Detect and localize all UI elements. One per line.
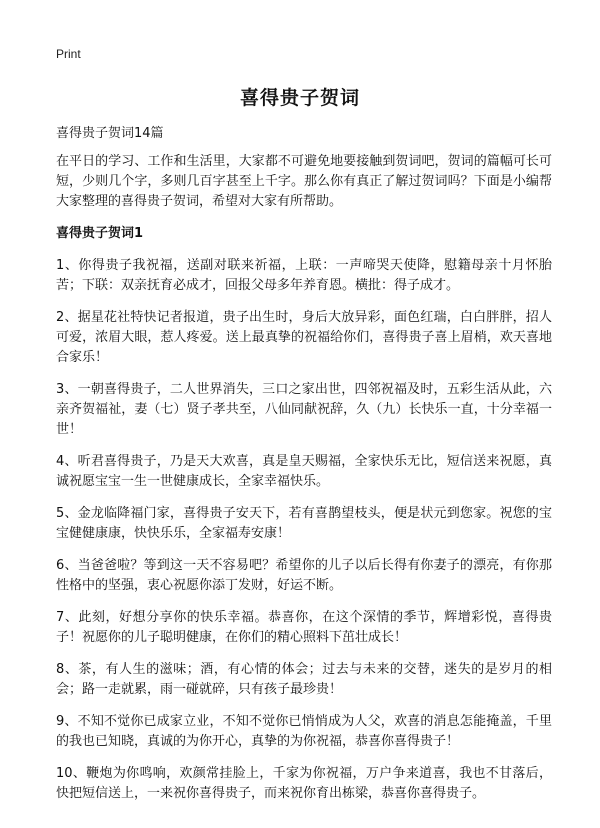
greeting-item: 8、茶，有人生的滋味；酒，有心情的体会；过去与未来的交替，迷失的是岁月的相会；路一走就累，雨一碰就碎，只有孩子最珍贵！	[56, 662, 552, 697]
intro-paragraph: 在平日的学习、工作和生活里，大家都不可避免地要接触到贺词吧，贺词的篇幅可长可短，少则几个字，多则几百字甚至上千字。那么你有真正了解过贺词吗？下面是小编帮大家整理的喜得贵子贺词，希望对大家有所帮助。	[56, 154, 552, 209]
greeting-item: 7、此刻，好想分享你的快乐幸福。恭喜你，在这个深情的季节，辉增彩悦，喜得贵子！祝愿你的儿子聪明健康，在你们的精心照料下茁壮成长！	[56, 610, 552, 645]
greeting-item: 2、据星花社特快记者报道，贵子出生时，身后大放异彩，面色红瑞，白白胖胖，招人可爱，浓眉大眼，惹人疼爱。送上最真挚的祝福给你们，喜得贵子喜上眉梢，欢天喜地合家乐！	[56, 310, 552, 365]
greeting-item: 6、当爸爸啦？等到这一天不容易吧？希望你的儿子以后长得有你妻子的漂亮，有你那性格中的坚强，衷心祝愿你添丁发财，好运不断。	[56, 558, 552, 593]
document-subtitle: 喜得贵子贺词14篇	[56, 126, 164, 141]
greeting-item: 10、鞭炮为你鸣响，欢颜常挂脸上，千家为你祝福，万户争来道喜，我也不甘落后，快把短信送上，一来祝你喜得贵子，而来祝你育出栋梁，恭喜你喜得贵子。	[56, 766, 552, 801]
greeting-item: 3、一朝喜得贵子，二人世界消失，三口之家出世，四邻祝福及时，五彩生活从此，六亲齐贺福祉，妻（七）贤子孝共至，八仙同献祝辞，久（九）长快乐一直，十分幸福一世！	[56, 382, 552, 437]
section-heading: 喜得贵子贺词1	[56, 226, 144, 241]
page-title: 喜得贵子贺词	[239, 87, 360, 109]
greeting-item: 4、听君喜得贵子，乃是天大欢喜，真是皇天赐福，全家快乐无比，短信送来祝愿，真诚祝愿宝宝一生一世健康成长，全家幸福快乐。	[56, 454, 552, 489]
print-link[interactable]: Print	[56, 47, 81, 61]
greeting-item: 1、你得贵子我祝福，送副对联来祈福，上联：一声啼哭天使降，慰籍母亲十月怀胎苦；下联：双亲抚育必成才，回报父母多年养育恩。横批：得子成才。	[56, 258, 552, 293]
greeting-item: 9、不知不觉你已成家立业，不知不觉你已悄悄成为人父，欢喜的消息怎能掩盖，千里的我也已知晓，真诚的为你开心，真挚的为你祝福，恭喜你喜得贵子！	[56, 714, 552, 749]
document-body	[56, 124, 552, 816]
greeting-item: 5、金龙临降福门家，喜得贵子安天下，若有喜鹊望枝头，便是状元到您家。祝您的宝宝健健康康，快快乐乐，全家福寿安康！	[56, 506, 552, 541]
